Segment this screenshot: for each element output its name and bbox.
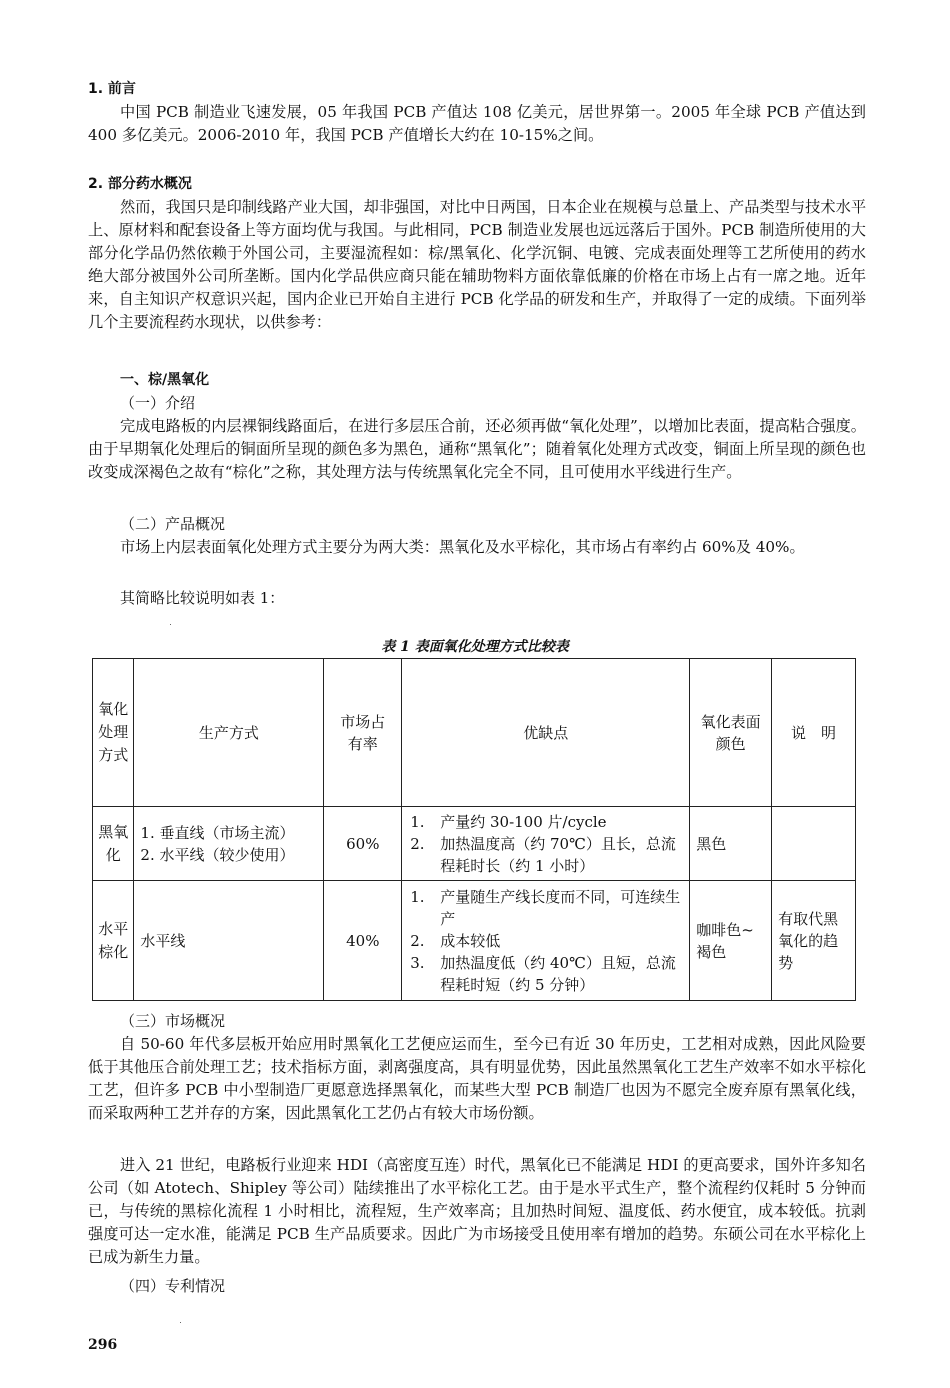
table-caption: 表 1 表面氧化处理方式比较表 — [381, 639, 569, 655]
subsection-oxidation-heading: 一、棕/黑氧化 — [120, 372, 210, 388]
row-black-oxide-pros — [402, 807, 690, 881]
header-note: 说 明 — [772, 659, 856, 807]
pros-item: 1. 产量随生产线长度而不同，可连续生产 — [410, 887, 681, 928]
comparison-intro-line: 其简略比较说明如表 1： — [120, 589, 285, 607]
row-black-oxide-share: 60% — [324, 807, 402, 881]
scan-speck — [170, 624, 171, 625]
patent-heading: （四）专利情况 — [120, 1277, 226, 1295]
table-row — [93, 807, 856, 881]
row-brown-oxide-color: 咖啡色~褐色 — [690, 881, 772, 1001]
row-brown-oxide-type: 水平棕化 — [93, 881, 134, 1001]
row-black-oxide-methods — [134, 807, 324, 881]
pros-item: 2. 加热温度高（约 70℃）且长，总流程耗时长（约 1 小时） — [410, 834, 676, 875]
intro-paragraph: 完成电路板的内层裸铜线路面后，在进行多层压合前，还必须再做“氧化处理”，以增加比表面，提高粘合强度。由于早期氧化处理后的铜面所呈现的颜色多为黑色，通称“黑氧化”；随着氧化处理方式改变，铜面上所呈现的颜色也改变成深褐色之故有“棕化”之称，其处理方法与传统黑氧化完全不同，且可使用水平线进行生产。 — [88, 417, 866, 481]
comparison-table — [92, 658, 856, 1001]
row-brown-oxide-note: 有取代黑氧化的趋势 — [772, 881, 856, 1001]
intro-heading: （一）介绍 — [120, 394, 196, 412]
header-type: 氧化处理方式 — [93, 659, 134, 807]
method-item: 2. 水平线（较少使用） — [140, 845, 295, 864]
method-item: 1. 垂直线（市场主流） — [140, 823, 295, 842]
pros-item: 1. 产量约 30-100 片/cycle — [410, 812, 607, 831]
product-overview-paragraph: 市场上内层表面氧化处理方式主要分为两大类：黑氧化及水平棕化，其市场占有率约占 60%及 40%。 — [120, 538, 805, 556]
method-item: 水平线 — [140, 931, 186, 950]
row-black-oxide-type: 黑氧化 — [93, 807, 134, 881]
header-share: 市场占有率 — [324, 659, 402, 807]
row-black-oxide-note — [772, 807, 856, 881]
section-2-heading: 2. 部分药水概况 — [88, 176, 192, 192]
row-brown-oxide-pros — [402, 881, 690, 1001]
product-overview-heading: （二）产品概况 — [120, 515, 226, 533]
row-brown-oxide-methods — [134, 881, 324, 1001]
section-2-paragraph: 然而，我国只是印制线路产业大国，却非强国，对比中日两国，日本企业在规模与总量上、产品类型与技术水平上、原材料和配套设备上等方面均优与我国。与此相同，PCB 制造业发展也远远落后于国外。PCB 制造所使用的大部分化学品仍然依赖于外国公司，主要湿流程如：棕/黑氧化、化学沉铜、电镀、完成表面处理等工艺所使用的药水绝大部分被国外公司所垄断。国内化学品供应商只能在辅助物料方面依靠低廉的价格在市场上占有一席之地。近年来，自主知识产权意识兴起，国内企业已开始自主进行 PCB 化学品的研发和生产，并取得了一定的成绩。下面列举几个主要流程药水现状，以供参考： — [88, 198, 866, 331]
market-overview-heading: （三）市场概况 — [120, 1012, 226, 1030]
market-paragraph-1: 自 50-60 年代多层板开始应用时黑氧化工艺便应运而生，至今已有近 30 年历史，工艺相对成熟，因此风险要低于其他压合前处理工艺；技术指标方面，剥离强度高，具有明显优势，因此虽然黑氧化工艺生产效率不如水平棕化工艺，但许多 PCB 中小型制造厂更愿意选择黑氧化，而某些大型 PCB 制造厂也因为不愿完全废弃原有黑氧化线，而采取两种工艺并存的方案，因此黑氧化工艺仍占有较大市场份额。 — [88, 1035, 866, 1122]
section-1-paragraph: 中国 PCB 制造业飞速发展，05 年我国 PCB 产值达 108 亿美元，居世界第一。2005 年全球 PCB 产值达到 400 多亿美元。2006-2010 年，我国 PCB 产值增长大约在 10-15%之间。 — [88, 103, 866, 144]
row-black-oxide-color: 黑色 — [690, 807, 772, 881]
table-header-row — [93, 659, 856, 807]
header-color: 氧化表面颜色 — [690, 659, 772, 807]
page-number: 296 — [88, 1337, 118, 1353]
pros-item: 3. 加热温度低（约 40℃）且短，总流程耗时短（约 5 分钟） — [410, 953, 676, 994]
header-pros: 优缺点 — [402, 659, 690, 807]
market-paragraph-2: 进入 21 世纪，电路板行业迎来 HDI（高密度互连）时代，黑氧化已不能满足 HDI 的更高要求，国外许多知名公司（如 Atotech、Shipley 等公司）陆续推出了水平棕化工艺。由于是水平式生产，整个流程约仅耗时 5 分钟而已，与传统的黑棕化流程 1 小时相比，流程短，生产效率高；且加热时间短、温度低、药水便宜，成本较低。抗剥强度可达一定水准，能满足 PCB 生产品质要求。因此广为市场接受且使用率有增加的趋势。东硕公司在水平棕化上已成为新生力量。 — [88, 1156, 866, 1266]
row-brown-oxide-share: 40% — [324, 881, 402, 1001]
pros-item: 2. 成本较低 — [410, 931, 501, 950]
header-method: 生产方式 — [134, 659, 324, 807]
section-1-heading: 1. 前言 — [88, 81, 136, 97]
table-row — [93, 881, 856, 1001]
scan-speck — [180, 1322, 181, 1323]
